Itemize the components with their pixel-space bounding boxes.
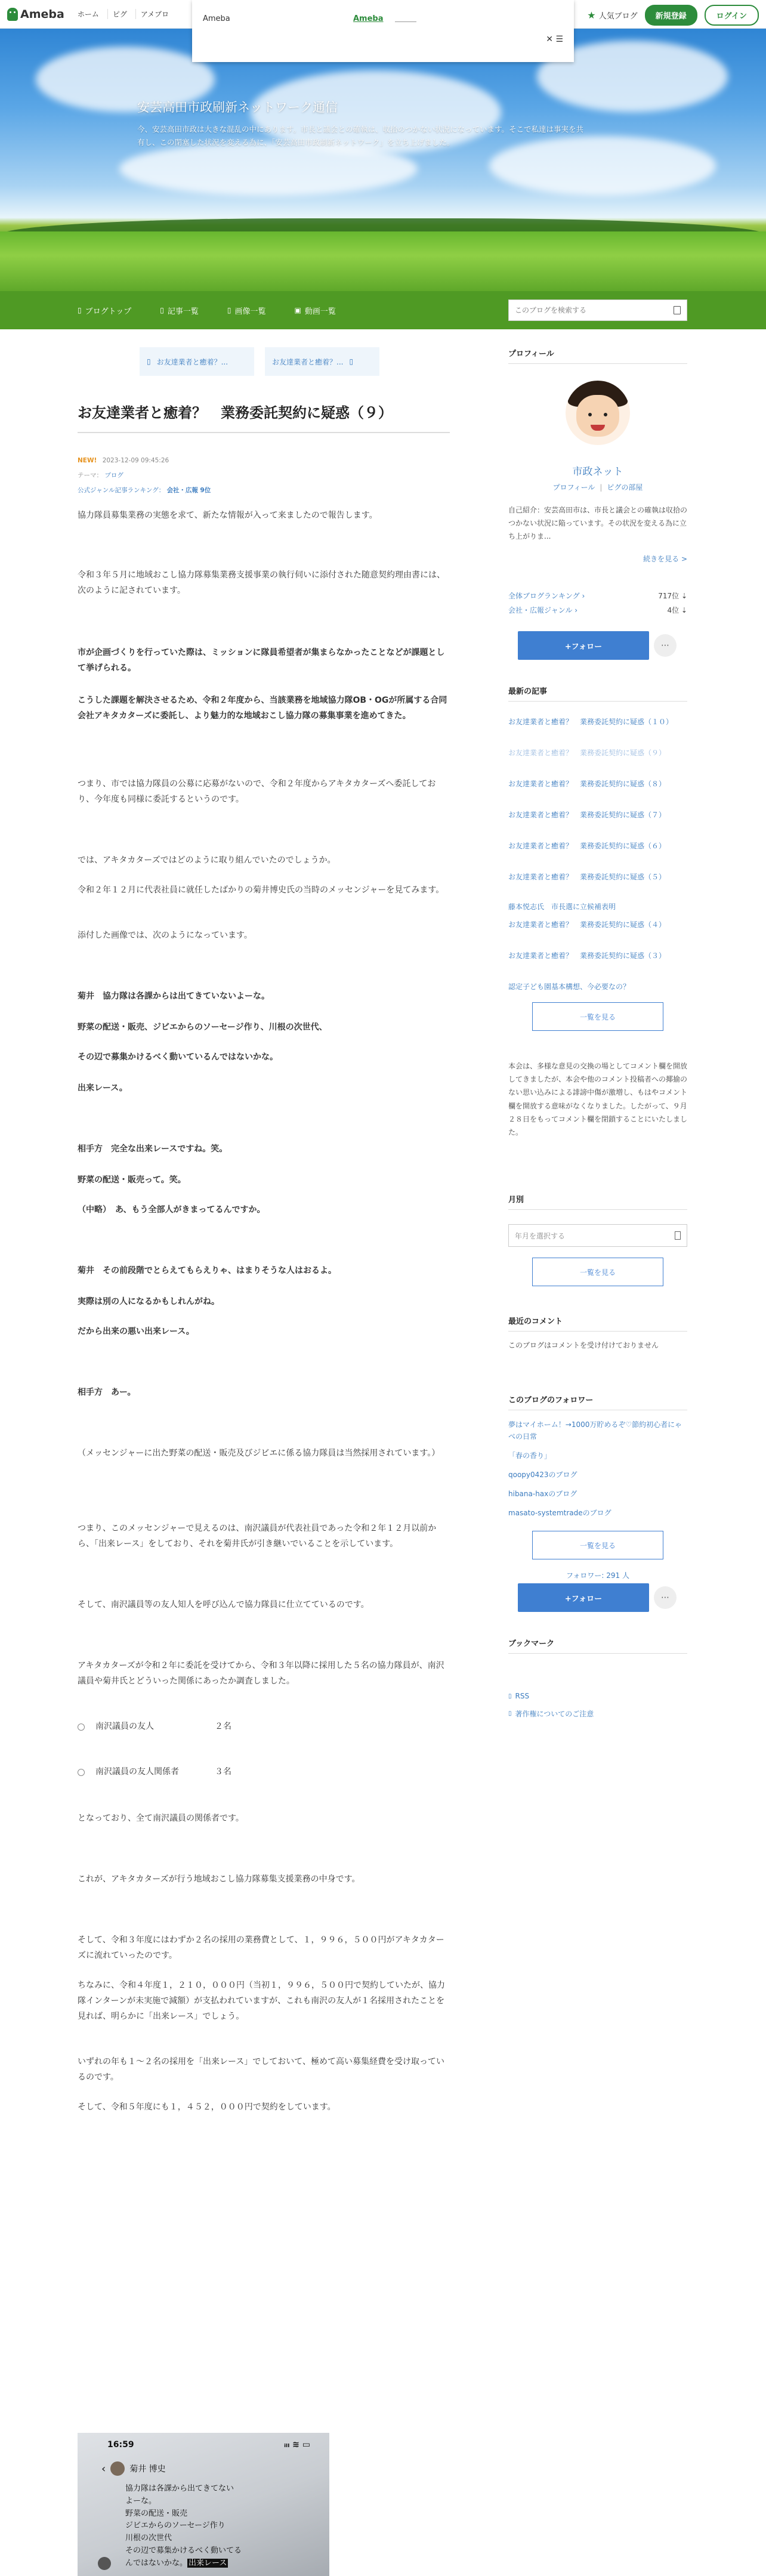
copyright-link[interactable] [508, 1709, 594, 1719]
see-followers-button[interactable]: 一覧を見る [532, 1531, 663, 1559]
comments-disabled-text: このブログはコメントを受け付けておりません [508, 1341, 659, 1349]
list-icon: ▯ [160, 306, 164, 314]
video-icon: ▣ [294, 306, 301, 314]
ranking-value: 4位 ⇣ [667, 606, 687, 614]
chat-highlight: 出来レース [189, 2558, 227, 2568]
rss-link[interactable] [508, 1692, 529, 1700]
list-item-person: 南沢議員の友人関係者 [95, 1767, 179, 1777]
blog-header-image [0, 29, 766, 291]
dropdown-icon [675, 1231, 681, 1240]
chat-line: 川根の次世代 [125, 2534, 172, 2543]
register-button[interactable]: 新規登録 [645, 5, 697, 26]
popular-blog-label: 人気ブログ [598, 12, 638, 21]
messenger-screenshot-image[interactable] [78, 2433, 329, 2576]
bookmark-label: RSS [515, 1692, 530, 1700]
ameba-mark-icon [7, 8, 18, 21]
chat-line: その辺で募集かけるべく動いてる [125, 2546, 242, 2555]
prev-entry-link[interactable] [140, 347, 254, 376]
list-item-person: 南沢議員の友人 [95, 1722, 154, 1731]
ranking-label: 全体ブログランキング › [508, 592, 585, 600]
paragraph: つまり、このメッセンジャーで見えるのは、南沢議員が代表社員であった令和２年１２月以前から、「出来レース」をしており、それを菊井氏が引き継いでいることを示しています。 [78, 1524, 437, 1549]
ad-banner[interactable] [192, 0, 574, 62]
menu-blog-top[interactable] [78, 305, 131, 316]
ranking-value: 717位 ⇣ [658, 592, 687, 600]
bookmark-label: 著作権についてのご注意 [515, 1710, 594, 1718]
paragraph: では、アキタカターズではどのように取り組んでいたのでしょうか。 [78, 855, 336, 865]
ranking-label: 会社・広報ジャンル › [508, 606, 578, 614]
blog-title[interactable]: 安芸高田市政刷新ネットワーク通信 [137, 100, 338, 115]
overall-ranking[interactable] [508, 591, 687, 601]
paragraph: その辺で募集かけるべく動いているんではないかな。 [78, 1052, 278, 1062]
entry-title[interactable]: お友達業者と癒着？ 業務委託契約に疑惑（９） [78, 403, 450, 433]
paragraph: （メッセンジャーに出た野菜の配送・販売及びジビエに係る協力隊員は当然採用されています。） [78, 1448, 440, 1458]
monthly-heading: 月別 [508, 1193, 687, 1210]
avatar [98, 2557, 111, 2570]
nav-ameblo[interactable]: アメブロ [135, 9, 174, 19]
menu-label: ブログトップ [85, 307, 132, 316]
next-entry-title: お友達業者と癒着？... [272, 357, 344, 366]
paragraph: 市が企画づくりを行っていた際は、ミッションに隊員希望者が集まらなかったことなどが課題として挙げられる。 [78, 648, 445, 673]
entry-pager [140, 347, 379, 376]
profile-link[interactable]: プロフィール [552, 483, 595, 492]
paragraph: 菊井 その前段階でとらえてもらえりゃ、はまりそうな人はおるよ。 [78, 1266, 336, 1275]
ad-link[interactable]: Ameba [353, 14, 384, 23]
entry-date: 2023-12-09 09:45:26 [102, 457, 169, 464]
theme-label: テーマ： [78, 472, 103, 480]
paragraph: そして、南沢議員等の友人知人を呼び込んで協力隊員に仕立てているのです。 [78, 1600, 369, 1610]
menu-label: 記事一覧 [167, 307, 199, 316]
global-nav [73, 9, 174, 19]
paragraph: 出来レース。 [78, 1083, 128, 1093]
blog-menu [78, 291, 336, 329]
menu-label: 画像一覧 [234, 307, 266, 316]
recent-entries-heading: 最新の記事 [508, 685, 687, 702]
next-entry-link[interactable] [265, 347, 379, 376]
chat-line: 協力隊は各課から出てきてない [125, 2484, 234, 2493]
avatar-eye [588, 413, 592, 416]
blog-search [508, 299, 687, 321]
rss-icon: ▯ [508, 1692, 512, 1700]
recent-entry-link[interactable]: 藤本悦志氏 市長選に立候補表明 [508, 903, 616, 911]
list-item-count: ２名 [215, 1722, 231, 1731]
month-select-value: 年月を選択する [515, 1231, 566, 1240]
follow-button[interactable]: +フォロー [518, 631, 649, 660]
signal-icon: ᵢₗₗ ≋ ▭ [284, 2440, 310, 2450]
chat-message [125, 2483, 268, 2570]
login-button[interactable]: ログイン [705, 5, 759, 26]
paragraph: 相手方 完全な出来レースですね。笑。 [78, 1144, 228, 1154]
new-badge: NEW! [78, 457, 97, 464]
recent-comments-heading: 最近のコメント [508, 1315, 687, 1332]
paragraph: （中略） あ、もう全部人がきまってるんですか。 [78, 1205, 265, 1215]
paragraph: こうした課題を解決させるため、令和２年度から、当該業務を地域協力隊OB・OGが所属する合同会社アキタカターズに委託し、より魅力的な地域おこし協力隊の募集事業を進めてきた。 [78, 696, 447, 721]
document-icon: ▯ [508, 1710, 512, 1717]
menu-video-list[interactable] [294, 305, 335, 316]
paragraph: となっており、全て南沢議員の関係者です。 [78, 1814, 244, 1823]
chevron-left-icon: ‹ [101, 2462, 106, 2475]
list-item [78, 1765, 450, 1780]
bullet-circle-icon [78, 1769, 85, 1776]
blog-description: 今、安芸高田市政は大きな混乱の中にあります。市長と議会との確執は、収拾のつかない状況になっています。そこで私達は事実を共有し、この閉塞した状況を変える為に、「安芸高田市政刷新ネットワーク」を立ち上げました。 [137, 125, 584, 147]
follow-button-bottom[interactable]: +フォロー [518, 1583, 649, 1612]
recent-entry-link[interactable]: お友達業者と癒着？ 業務委託契約に疑惑（９） [508, 749, 666, 757]
paragraph: つまり、市では協力隊員の公募に応募がないので、令和２年度からアキタカターズへ委託しており、今年度も同様に委託するというのです。 [78, 779, 436, 804]
chat-line: ジビエからのソーセージ作り [125, 2521, 226, 2531]
paragraph: 菊井 協力隊は各課からは出てきていないよーな。 [78, 992, 270, 1001]
paragraph: 相手方 あー。 [78, 1388, 136, 1397]
chat-contact-name: 菊井 博史 [129, 2464, 166, 2474]
phone-status-bar [107, 2440, 310, 2450]
paragraph: 添付した画像では、次のようになっています。 [78, 931, 252, 940]
paragraph: そして、令和５年度にも１，４５２，０００円で契約をしています。 [78, 2102, 336, 2112]
see-all-entries-button[interactable]: 一覧を見る [532, 1002, 663, 1031]
paragraph: ちなみに、令和４年度１，２１０，０００円（当初１，９９６，５００円で契約していたが、協力隊インターンが未実施で減額）が支払われていますが、これも南沢の友人が１名採用されたことを見れば、明らかに「出来レース」でしょう。 [78, 1981, 445, 2021]
follower-link[interactable]: 夢はマイホーム！→1000万貯めるぞ♡節約初心者にゃべの日常 [508, 1420, 682, 1441]
bookmark-heading: ブックマーク [508, 1637, 687, 1654]
paragraph: いずれの年も１～２名の採用を「出来レース」でしておいて、極めて高い募集経費を受け取っているのです。 [78, 2057, 445, 2082]
image-icon: ▯ [227, 306, 231, 314]
nav-home[interactable]: ホーム [77, 10, 99, 18]
popular-blog-link[interactable] [587, 10, 637, 21]
paragraph: 令和３年５月に地域おこし協力隊募集業務支援事業の執行伺いに添付された随意契約理由書には、次のように記されています。 [78, 570, 445, 595]
chat-line: んではないかな。 [125, 2558, 188, 2568]
ranking-rank: 9位 [200, 487, 211, 495]
see-monthly-button[interactable]: 一覧を見る [532, 1258, 663, 1286]
list-item-count: ３名 [215, 1767, 231, 1777]
followers-heading: このブログのフォロワー [508, 1394, 687, 1410]
chevron-right-icon: ▯ [349, 357, 354, 366]
profile-description: 自己紹介：安芸高田市は、市長と議会との確執は収拾のつかない状況に陥っています。その状況を変える為に立ち上がりま... [508, 506, 688, 541]
recent-entry-link[interactable]: お友達業者と癒着？ 業務委託契約に疑惑（８） [508, 780, 666, 788]
nav-pigg[interactable]: ピグ [107, 9, 132, 19]
cloud [119, 142, 418, 196]
paragraph: 協力隊員募集業務の実態を求て、新たな情報が入って来ましたので報告します。 [78, 511, 378, 520]
pig-room-link[interactable]: ピグの部屋 [607, 483, 643, 492]
paragraph: 野菜の配送・販売、ジビエからのソーセージ作り、川根の次世代、 [78, 1023, 328, 1032]
follower-link[interactable]: 「春の香り」 [508, 1451, 552, 1460]
logo-text: Ameba [20, 7, 64, 21]
recent-entry-link[interactable]: お友達業者と癒着？ 業務委託契約に疑惑（７） [508, 811, 666, 819]
profile-links: プロフィール | ピグの部屋 [552, 483, 643, 492]
ranking-genre[interactable]: 会社・広報 [166, 487, 199, 495]
list-item [78, 1719, 450, 1735]
recent-entry-link[interactable]: お友達業者と癒着？ 業務委託契約に疑惑（３） [508, 952, 666, 960]
avatar [110, 2461, 125, 2476]
follower-link[interactable]: qoopy0423のブログ [508, 1471, 577, 1479]
blog-menu-bar [0, 291, 766, 329]
more-options-icon[interactable]: ⋯ [654, 1586, 677, 1609]
read-more-link[interactable]: 続きを見る > [643, 555, 687, 563]
menu-label: 動画一覧 [304, 307, 336, 316]
chat-header [101, 2461, 310, 2476]
menu-entry-list[interactable] [160, 305, 199, 316]
profile-avatar[interactable] [566, 381, 630, 445]
recent-entry-link[interactable]: お友達業者と癒着？ 業務委託契約に疑惑（５） [508, 873, 666, 881]
profile-heading: プロフィール [508, 347, 687, 364]
star-icon: ★ [587, 10, 596, 21]
prev-entry-title: お友達業者と癒着？... [156, 357, 228, 366]
chat-line: 野菜の配送・販売 [125, 2509, 188, 2518]
ad-label: Ameba [203, 14, 230, 23]
profile-name[interactable]: 市政ネット [572, 466, 623, 478]
page-icon: ▯ [78, 306, 82, 314]
paragraph: 実際は別の人になるかもしれんがね。 [78, 1297, 220, 1306]
recent-entry-link[interactable]: 認定子ども園基本構想、今必要なの？ [508, 983, 631, 991]
paragraph: そして、令和３年度にはわずか２名の採用の業務費として、１，９９６，５００円がアキタカターズに流れていったのです。 [78, 1935, 444, 1960]
chevron-left-icon: ▯ [147, 357, 151, 366]
paragraph: 令和２年１２月に代表社員に就任したばかりの菊井博史氏の当時のメッセンジャーを見てみます。 [78, 885, 444, 895]
menu-image-list[interactable] [227, 305, 266, 316]
follower-link[interactable]: masato-systemtradeのブログ [508, 1509, 611, 1517]
theme-link[interactable]: ブログ [104, 472, 123, 480]
paragraph: アキタカターズが令和２年に委託を受けてから、令和３年以降に採用した５名の協力隊員が、南沢議員や菊井氏とどういった関係にあったか調査しました。 [78, 1661, 444, 1686]
recent-entry-link[interactable]: お友達業者と癒着？ 業務委託契約に疑惑（１０） [508, 718, 674, 726]
green-field [0, 231, 766, 291]
follower-count[interactable]: フォロワー: 291 人 [566, 1571, 629, 1580]
search-icon[interactable] [674, 306, 681, 314]
ad-close-icon[interactable]: ✕ ☰ [546, 35, 563, 44]
paragraph: 野菜の配送・販売って。笑。 [78, 1175, 186, 1185]
phone-time: 16:59 [107, 2440, 134, 2450]
ranking-label[interactable]: 公式ジャンル記事ランキング： [78, 487, 165, 495]
bullet-circle-icon [78, 1723, 85, 1731]
entry-meta [78, 453, 211, 499]
more-options-icon[interactable]: ⋯ [654, 634, 677, 657]
ad-underline [395, 21, 416, 22]
blog-search-input[interactable] [515, 306, 670, 314]
month-select[interactable] [508, 1224, 687, 1247]
follower-link[interactable]: hibana-haxのブログ [508, 1490, 577, 1498]
avatar-eye [604, 413, 607, 416]
chat-line: よーな。 [125, 2496, 157, 2506]
recent-entry-link[interactable]: お友達業者と癒着？ 業務委託契約に疑惑（６） [508, 842, 666, 850]
paragraph: だから出来の悪い出来レース。 [78, 1327, 194, 1336]
genre-ranking[interactable] [508, 605, 687, 615]
comment-notice: 本会は、多様な意見の交換の場としてコメント欄を開放してきましたが、本会や他のコメント投稿者への揶揄のない思い込みによる誹謗中傷が激増し、もはやコメント欄を開放する意味がなくなりました。したがって、９月２８日をもってコメント欄を閉鎖することにいたしました。 [508, 1062, 688, 1136]
top-right-actions [587, 5, 759, 26]
recent-entry-link[interactable]: お友達業者と癒着？ 業務委託契約に疑惑（４） [508, 921, 666, 929]
ameba-logo[interactable] [7, 8, 64, 21]
paragraph: これが、アキタカターズが行う地域おこし協力隊募集支援業務の中身です。 [78, 1874, 360, 1884]
